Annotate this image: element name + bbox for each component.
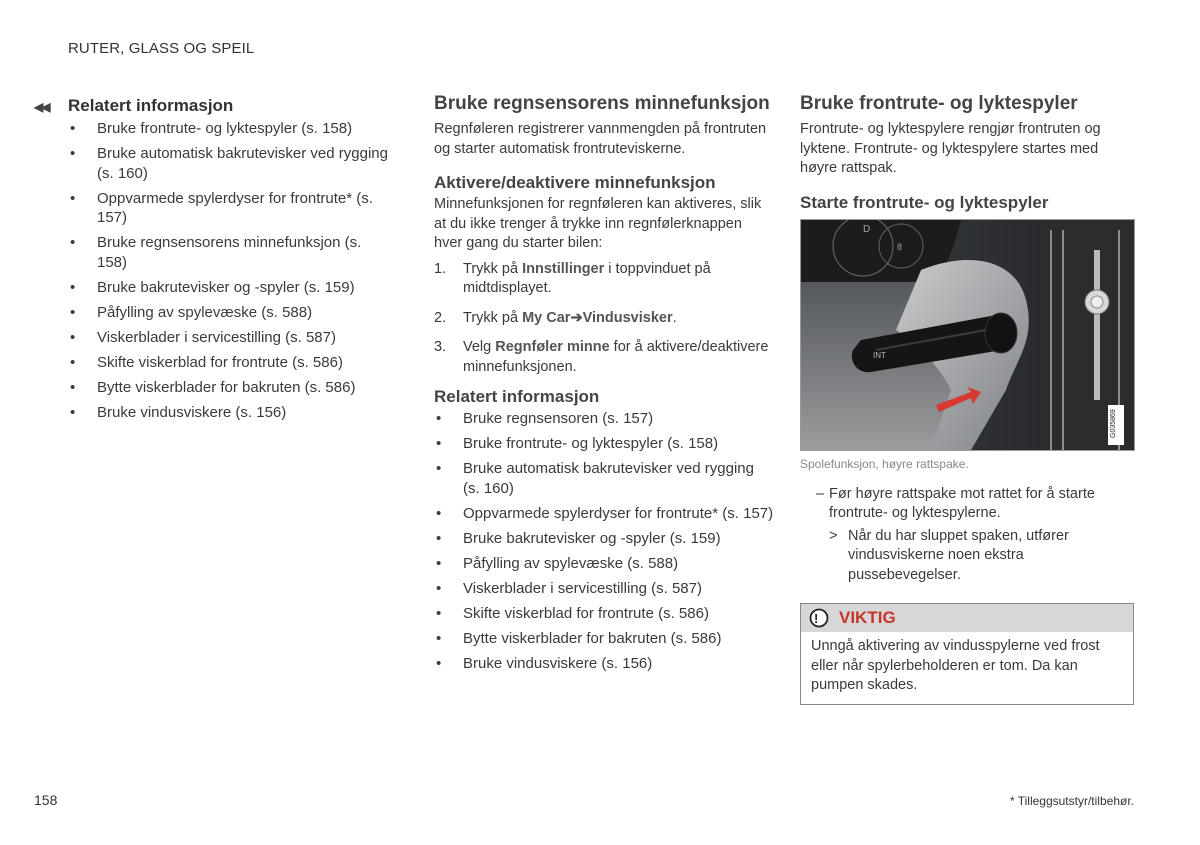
list-item[interactable]: • Bruke regnsensoren (s. 157)	[434, 409, 774, 429]
list-item[interactable]: • Bruke bakrutevisker og -spyler (s. 159)	[434, 529, 774, 549]
warning-box	[800, 603, 1134, 705]
section-intro: Regnføleren registrerer vannmengden på frontruten og starter automatisk frontruteviskerne.	[434, 121, 767, 157]
warning-title: VIKTIG	[839, 608, 896, 627]
footnote: * Tilleggsutstyr/tilbehør.	[1009, 794, 1134, 808]
stalk-illustration-drawing	[801, 220, 1134, 450]
list-item[interactable]: • Påfylling av spylevæske (s. 588)	[34, 303, 394, 323]
list-item[interactable]: • Skifte viskerblad for frontrute (s. 586)	[34, 353, 394, 373]
list-item[interactable]: • Skifte viskerblad for frontrute (s. 586)	[434, 604, 774, 624]
list-item[interactable]: • Bruke regnsensorens minnefunksjon (s. 158)	[34, 233, 394, 272]
section-title: Bruke frontrute- og lyktespyler	[800, 93, 1078, 114]
column-rain-sensor	[434, 94, 774, 679]
step-item: 2. Trykk på My Car➔Vindusvisker.	[434, 309, 677, 326]
svg-text:INT: INT	[873, 350, 886, 360]
step-item: 3. Velg Regnføler minne for å aktivere/deaktivere minnefunksjonen.	[434, 339, 769, 375]
step-item: 1. Trykk på Innstillinger i toppvinduet på midtdisplayet.	[434, 260, 711, 296]
dash-marker: –	[816, 485, 825, 502]
list-item[interactable]: • Bruke frontrute- og lyktespyler (s. 158)	[34, 119, 394, 139]
list-item[interactable]: • Bruke frontrute- og lyktespyler (s. 158)	[434, 434, 774, 454]
list-item[interactable]: • Viskerblader i servicestilling (s. 587)	[34, 328, 394, 348]
subsection-text: Minnefunksjonen for regnføleren kan aktiveres, slik at du ikke trenger å trykke inn regnfølerknappen hver gang du starter bilen:	[434, 196, 762, 251]
list-item[interactable]: • Bruke automatisk bakrutevisker ved rygging (s. 160)	[434, 459, 774, 498]
related-info-heading: Relatert informasjon	[434, 387, 600, 406]
figure-caption: Spolefunksjon, høyre rattspake.	[800, 456, 969, 471]
figure-code: G035869	[1110, 408, 1117, 438]
page-number: 158	[34, 792, 58, 808]
result-text: Når du har sluppet spaken, utfører vindusviskerne noen ekstra pussebevegelser.	[848, 527, 1069, 583]
settings-label: Innstillinger	[522, 260, 605, 277]
related-info-heading	[34, 96, 394, 116]
my-car-label: My Car	[522, 309, 571, 326]
arrow-right-icon: ➔	[570, 309, 583, 326]
warning-header	[801, 604, 1133, 632]
result-marker: >	[829, 527, 838, 544]
wiper-label: Vindusvisker	[582, 309, 673, 326]
list-item[interactable]: • Bytte viskerblader for bakruten (s. 586)	[434, 629, 774, 649]
list-item[interactable]: • Påfylling av spylevæske (s. 588)	[434, 554, 774, 574]
section-intro: Frontrute- og lyktespylere rengjør frontruten og lyktene. Frontrute- og lyktespylere startes med høyre rattspak.	[800, 121, 1101, 176]
list-item[interactable]: • Viskerblader i servicestilling (s. 587)	[434, 579, 774, 599]
list-item[interactable]: • Bruke automatisk bakrutevisker ved rygging (s. 160)	[34, 144, 394, 183]
list-item[interactable]: • Bytte viskerblader for bakruten (s. 586)	[34, 378, 394, 398]
step-text: Før høyre rattspake mot rattet for å starte frontrute- og lyktespylerne.	[829, 485, 1095, 521]
back-arrows-icon: ◀◀	[34, 100, 49, 114]
stalk-illustration	[800, 219, 1135, 451]
related-info-heading-text: Relatert informasjon	[68, 96, 234, 115]
list-item[interactable]: • Oppvarmede spylerdyser for frontrute* (s. 157)	[434, 504, 774, 524]
related-info-list	[434, 409, 774, 673]
column-washers	[800, 94, 1134, 705]
result-item	[800, 527, 1134, 586]
subsection-title: Aktivere/deaktivere minnefunksjon	[434, 173, 716, 192]
steps-list	[434, 260, 774, 378]
subsection-title: Starte frontrute- og lyktespyler	[800, 192, 1049, 212]
section-title: Bruke regnsensorens minnefunksjon	[434, 93, 770, 114]
running-header: RUTER, GLASS OG SPEIL	[68, 40, 255, 57]
list-item[interactable]: • Bruke vindusviskere (s. 156)	[434, 654, 774, 674]
list-item[interactable]: • Bruke bakrutevisker og -spyler (s. 159)	[34, 278, 394, 298]
svg-text:8: 8	[897, 241, 903, 252]
related-info-list	[34, 119, 394, 422]
list-item[interactable]: • Bruke vindusviskere (s. 156)	[34, 403, 394, 423]
warning-icon	[809, 608, 829, 628]
column-related-info	[34, 94, 394, 428]
svg-text:D: D	[863, 223, 871, 235]
rain-memory-label: Regnføler minne	[495, 339, 610, 355]
list-item[interactable]: • Oppvarmede spylerdyser for frontrute* (s. 157)	[34, 189, 394, 228]
step-item	[800, 485, 1134, 524]
warning-text: Unngå aktivering av vindusspylerne ved frost eller når spylerbeholderen er tom. Da kan pumpen skades.	[811, 638, 1100, 693]
